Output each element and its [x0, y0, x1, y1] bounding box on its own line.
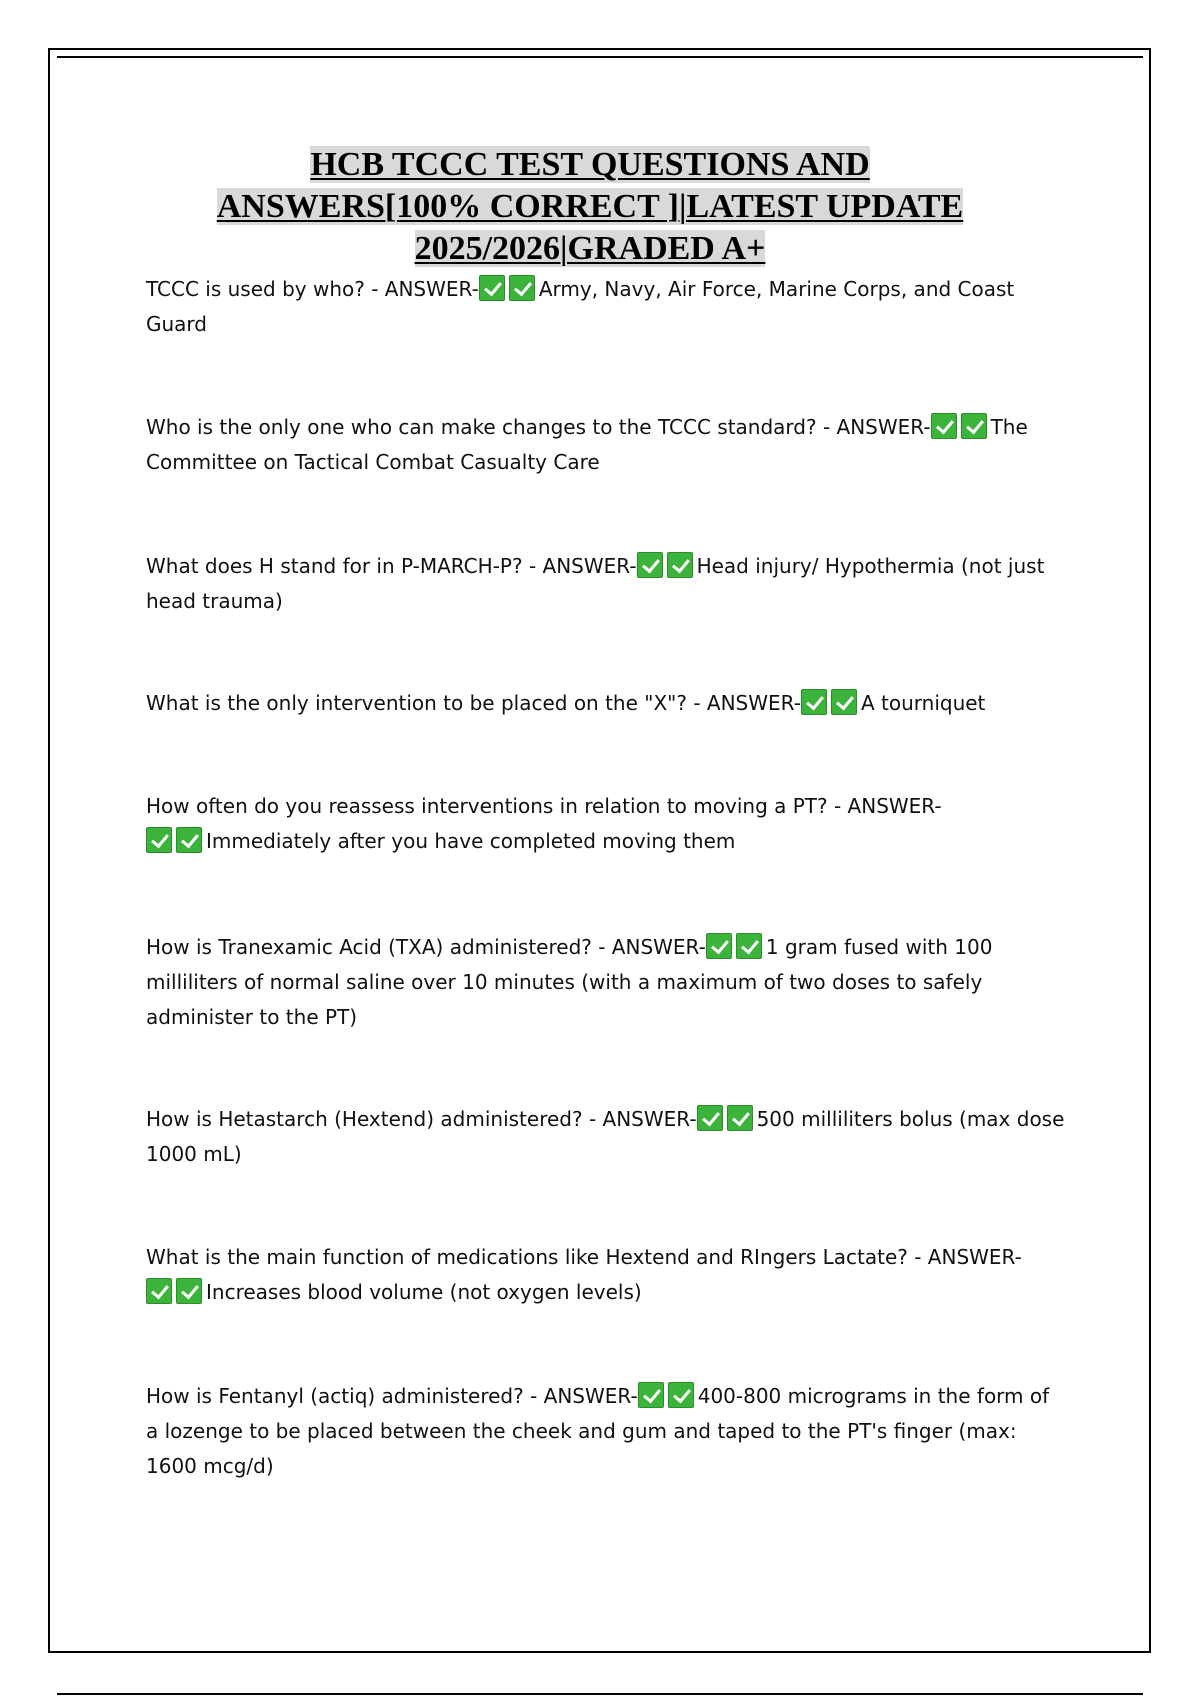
check-mark-box-icon [931, 413, 957, 439]
answer-text: Increases blood volume (not oxygen levels) [206, 1280, 642, 1304]
page-frame-top-rule [57, 56, 1143, 58]
question-text: How often do you reassess interventions in relation to moving a PT? - ANSWER- [146, 794, 942, 818]
check-mark-box-icon [736, 933, 762, 959]
check-mark-box-icon [146, 1278, 172, 1304]
question-text: What is the only intervention to be placed on the "X"? - ANSWER- [146, 691, 801, 715]
page-bottom-rule [57, 1693, 1143, 1695]
check-mark-box-icon [176, 827, 202, 853]
check-mark-box-icon [509, 275, 535, 301]
qa-item [146, 930, 1066, 1035]
title-line-2: ANSWERS[100% CORRECT ]|LATEST UPDATE [216, 188, 964, 225]
qa-item [146, 410, 1066, 480]
question-text: What is the main function of medications like Hextend and RIngers Lactate? - ANSWER- [146, 1245, 1022, 1269]
question-text: What does H stand for in P-MARCH-P? - ANSWER- [146, 554, 637, 578]
answer-text: 1 gram fused with 100 milliliters of normal saline over 10 minutes (with a maximum of two doses to safely administer to the PT) [146, 935, 993, 1029]
answer-text: Immediately after you have completed moving them [206, 829, 736, 853]
question-text: How is Tranexamic Acid (TXA) administered? - ANSWER- [146, 935, 706, 959]
check-mark-box-icon [668, 1382, 694, 1408]
check-mark-box-icon [961, 413, 987, 439]
title-line-1: HCB TCCC TEST QUESTIONS AND [310, 146, 870, 183]
title-line-3: 2025/2026|GRADED A+ [414, 230, 766, 267]
answer-text: Army, Navy, Air Force, Marine Corps, and Coast Guard [146, 277, 1015, 336]
check-mark-box-icon [146, 827, 172, 853]
answer-text: 500 milliliters bolus (max dose 1000 mL) [146, 1107, 1065, 1166]
check-mark-box-icon [479, 275, 505, 301]
check-mark-box-icon [801, 689, 827, 715]
check-mark-box-icon [638, 1382, 664, 1408]
answer-text: Head injury/ Hypothermia (not just head trauma) [146, 554, 1045, 613]
answer-text: A tourniquet [860, 691, 986, 715]
check-mark-box-icon [706, 933, 732, 959]
qa-item [146, 549, 1066, 619]
document-title [140, 144, 1040, 270]
check-mark-box-icon [176, 1278, 202, 1304]
answer-text: 400-800 micrograms in the form of a lozenge to be placed between the cheek and gum and taped to the PT's finger (max: 1600 mcg/d) [146, 1384, 1050, 1478]
check-mark-box-icon [637, 552, 663, 578]
check-mark-box-icon [697, 1105, 723, 1131]
check-mark-box-icon [667, 552, 693, 578]
check-mark-box-icon [831, 689, 857, 715]
qa-item [146, 1102, 1066, 1172]
question-text: TCCC is used by who? - ANSWER- [146, 277, 479, 301]
question-text: Who is the only one who can make changes to the TCCC standard? - ANSWER- [146, 415, 931, 439]
qa-item [146, 1379, 1066, 1484]
question-text: How is Hetastarch (Hextend) administered? - ANSWER- [146, 1107, 697, 1131]
qa-item [146, 789, 1066, 859]
qa-item [146, 686, 1066, 721]
answer-text: The Committee on Tactical Combat Casualty Care [146, 415, 1028, 474]
qa-item [146, 272, 1066, 342]
qa-item [146, 1240, 1066, 1310]
question-text: How is Fentanyl (actiq) administered? - ANSWER- [146, 1384, 638, 1408]
check-mark-box-icon [727, 1105, 753, 1131]
